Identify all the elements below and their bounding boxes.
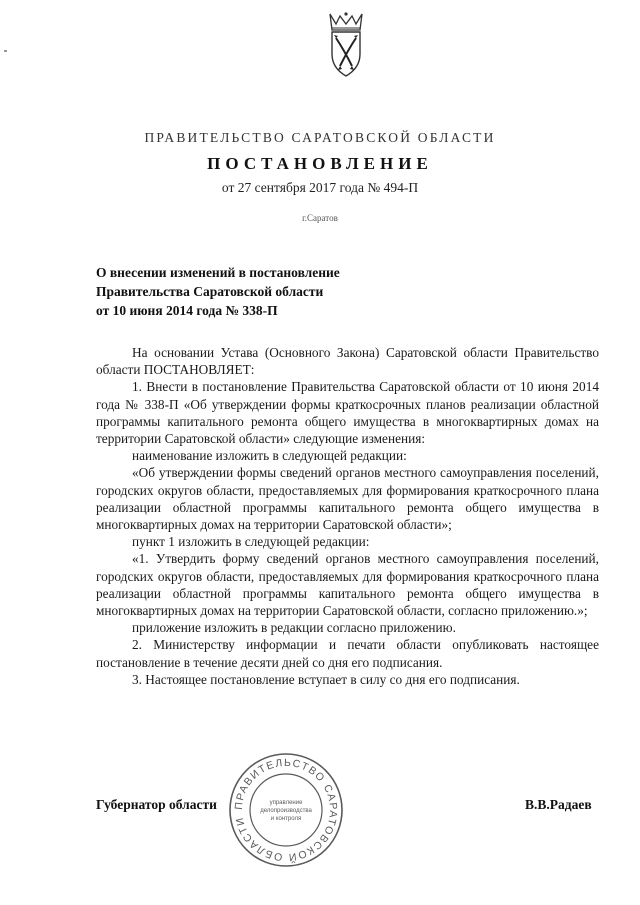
margin-mark	[4, 50, 7, 52]
saratov-coat-of-arms-icon	[318, 10, 374, 82]
document-body	[96, 344, 599, 688]
body-paragraph: «Об утверждении формы сведений органов местного самоуправления поселений, городских округов области, предоставляемых для формирования краткосрочного плана реализации областной программы капитального ремонта общего имущества в многоквартирных домах на территории Саратовской области»;	[96, 465, 599, 533]
official-stamp	[228, 752, 344, 868]
body-paragraph: наименование изложить в следующей редакции:	[132, 448, 407, 464]
body-paragraph: На основании Устава (Основного Закона) Саратовской области Правительство области ПОСТАНОВЛЯЕТ:	[96, 345, 599, 378]
body-paragraph: приложение изложить в редакции согласно приложению.	[132, 620, 456, 636]
document-date-number: от 27 сентября 2017 года № 494-П	[221, 180, 419, 195]
stamp-center-line: делопроизводства	[260, 808, 312, 814]
subject-line: О внесении изменений в постановление	[96, 265, 340, 280]
signature-name: В.В.Радаев	[525, 797, 592, 812]
body-paragraph: 2. Министерству информации и печати области опубликовать настоящее постановление в течение десяти дней со дня его подписания.	[96, 637, 599, 670]
body-paragraph: пункт 1 изложить в следующей редакции:	[132, 534, 370, 550]
government-name: ПРАВИТЕЛЬСТВО САРАТОВСКОЙ ОБЛАСТИ	[144, 130, 496, 145]
body-paragraph: «1. Утвердить форму сведений органов местного самоуправления поселений, городских округов области, предоставляемых для формирования краткосрочного плана реализации областной программы капитального ремонта общего имущества в многоквартирных домах на территории Саратовской области, согласно приложению.»;	[96, 551, 599, 619]
document-city: г.Саратов	[302, 213, 338, 223]
stamp-center-line: и контроля	[270, 816, 302, 822]
stamp-ring-text: ПРАВИТЕЛЬСТВО САРАТОВСКОЙ ОБЛАСТИ	[232, 756, 340, 864]
document-subject	[96, 263, 516, 320]
subject-line: Правительства Саратовской области	[96, 284, 324, 299]
signature-title: Губернатор области	[96, 797, 217, 812]
body-paragraph: 3. Настоящее постановление вступает в силу со дня его подписания.	[132, 671, 520, 687]
subject-line: от 10 июня 2014 года № 338-П	[96, 303, 278, 318]
body-paragraph: 1. Внести в постановление Правительства Саратовской области от 10 июня 2014 года № 338-П «Об утверждении формы краткосрочных планов реализации областной программы капитального ремонта общего имущества в многоквартирных домах на территории Саратовской области» следующие изменения:	[96, 379, 599, 447]
stamp-center-line: управление	[269, 800, 303, 806]
document-type: ПОСТАНОВЛЕНИЕ	[207, 154, 433, 173]
